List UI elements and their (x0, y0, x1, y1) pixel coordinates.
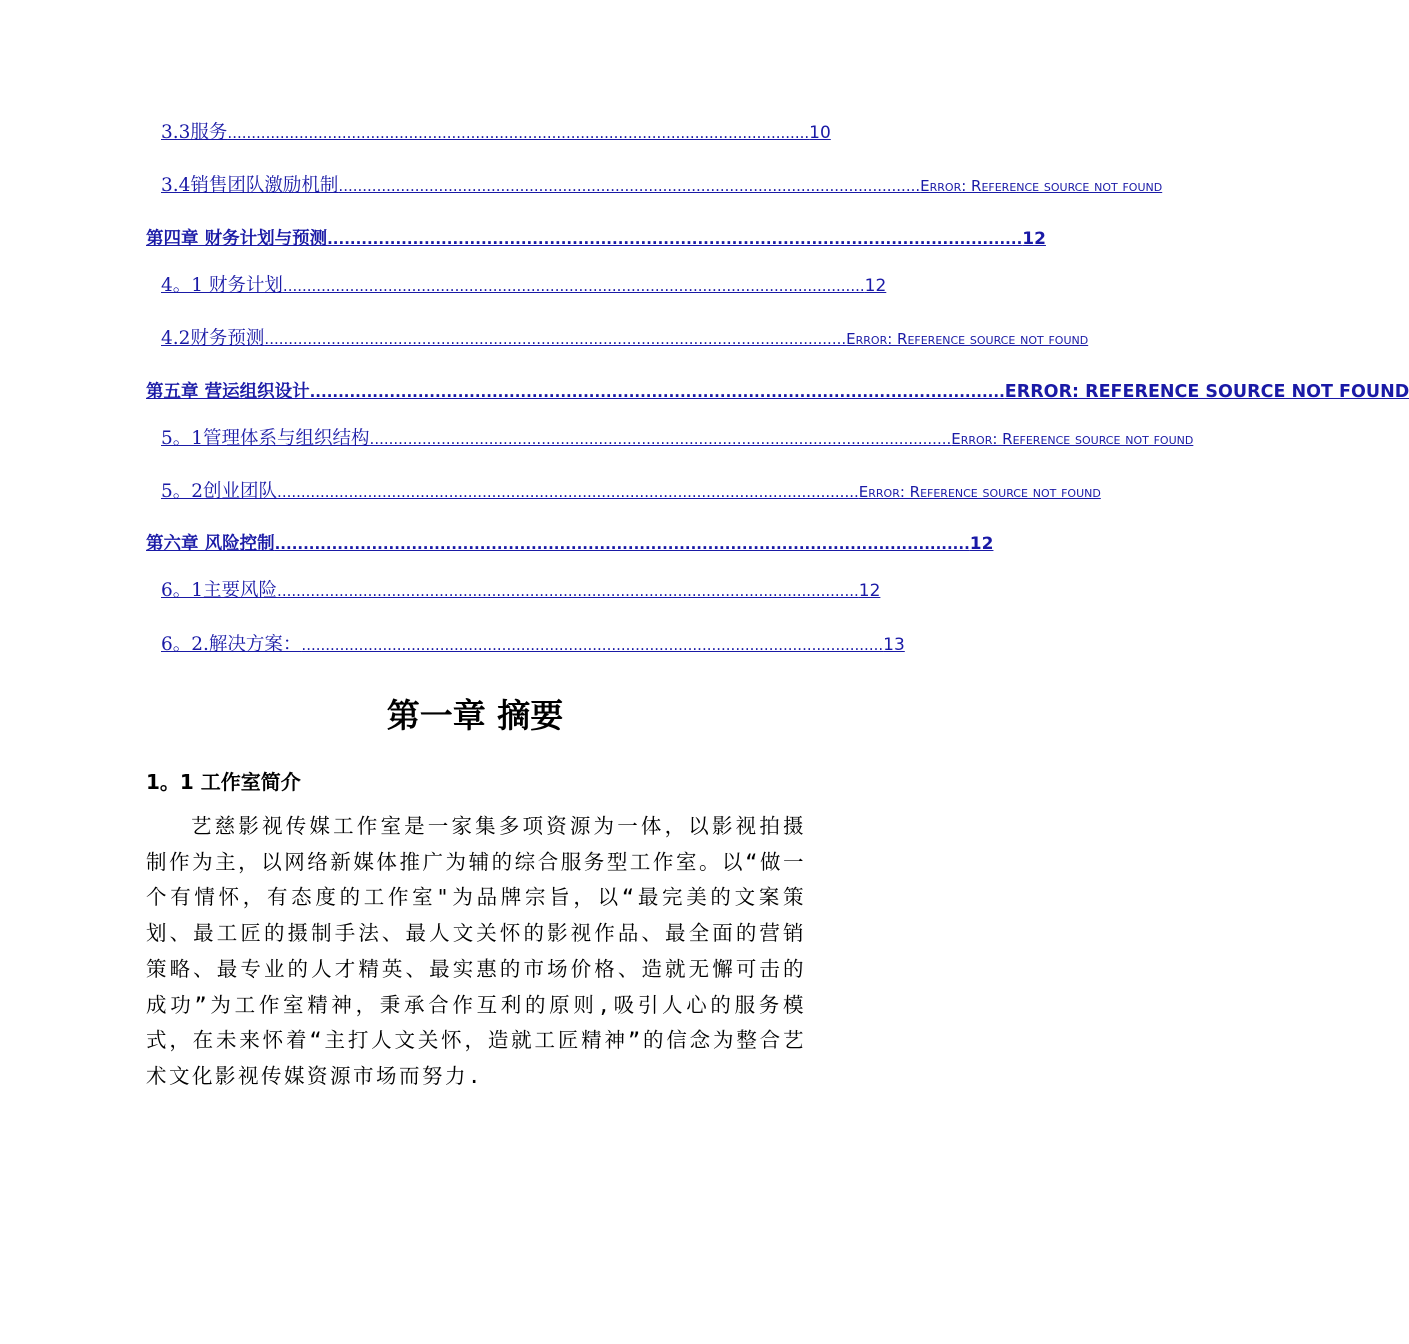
toc-entry-chapter-5[interactable] (146, 378, 1409, 424)
toc-entry-title: 第五章 营运组织设计 (146, 381, 310, 402)
toc-entry-title: 第六章 风险控制 (146, 534, 275, 555)
toc-page-number: 10 (809, 123, 831, 143)
toc-entry-3-3[interactable] (146, 118, 831, 171)
section-heading: 1。1 工作室简介 (146, 770, 301, 794)
toc-leader-dots: .......................................................................................................................... (277, 482, 859, 501)
toc-leader-dots: .......................................................................................................................... (369, 429, 952, 448)
toc-entry-5-2[interactable] (146, 477, 1101, 530)
toc-page-error: Error: Reference source not found (858, 482, 1101, 501)
toc-page-error: Error: Reference source not found (951, 429, 1194, 448)
toc-entry-title: 第四章 财务计划与预测 (146, 228, 328, 249)
toc-leader-dots: .......................................................................................................................... (277, 582, 859, 601)
toc-leader-dots: .......................................................................................................................... (309, 382, 1005, 401)
toc-leader-dots: .......................................................................................................................... (274, 535, 970, 554)
toc-entry-chapter-6[interactable] (146, 530, 994, 576)
toc-leader-dots: .......................................................................................................................... (264, 330, 847, 349)
toc-page-error: ERROR: REFERENCE SOURCE NOT FOUND (1004, 381, 1409, 402)
toc-entry-title: 4。1 财务计划 (161, 274, 283, 296)
toc-entry-chapter-4[interactable] (146, 225, 1046, 271)
toc-leader-dots: .......................................................................................................................... (338, 177, 921, 196)
toc-leader-dots: .......................................................................................................................... (282, 276, 865, 295)
toc-entry-title: 3.4销售团队激励机制 (161, 175, 339, 197)
toc-page-error: Error: Reference source not found (846, 330, 1089, 349)
toc-page-number: 12 (1022, 228, 1046, 249)
toc-entry-title: 5。2创业团队 (161, 480, 278, 502)
toc-entry-6-1[interactable] (146, 576, 881, 629)
toc-page-number: 13 (883, 634, 905, 655)
toc-leader-dots: .......................................................................................................................... (301, 635, 884, 654)
toc-leader-dots: .......................................................................................................................... (327, 229, 1023, 248)
toc-leader-dots: .......................................................................................................................... (227, 124, 810, 142)
toc-page-number: 12 (969, 534, 994, 555)
toc-entry-title: 4.2财务预测 (161, 328, 265, 350)
toc-entry-title: 6。2.解决方案： (161, 633, 302, 655)
body-paragraph: 艺慈影视传媒工作室是一家集多项资源为一体，以影视拍摄制作为主，以网络新媒体推广为辅的综合服务型工作室。以“做一个有情怀，有态度的工作室"为品牌宗旨，以“最完美的文案策划、最工匠的摄制手法、最人文关怀的影视作品、最全面的营销策略、最专业的人才精英、最实惠的市场价格、造就无懈可击的成功”为工作室精神，秉承合作互利的原则,吸引人心的服务模式，在未来怀着“主打人文关怀，造就工匠精神”的信念为整合艺术文化影视传媒资源市场而努力. (146, 814, 806, 1088)
toc-entry-5-1[interactable] (146, 424, 1194, 477)
chapter-title: 第一章 摘要 (386, 696, 564, 735)
toc-entry-4-2[interactable] (146, 324, 1089, 377)
toc-page-number: 12 (858, 581, 881, 602)
table-of-contents (146, 118, 1409, 683)
toc-entry-title: 3.3服务 (161, 122, 228, 143)
toc-entry-title: 5。1管理体系与组织结构 (161, 427, 370, 449)
toc-entry-4-1[interactable] (146, 271, 887, 324)
toc-entry-title: 6。1主要风险 (161, 580, 278, 602)
toc-page-number: 12 (864, 275, 887, 296)
toc-entry-3-4[interactable] (146, 171, 1163, 224)
toc-page-error: Error: Reference source not found (920, 177, 1163, 196)
toc-entry-6-2[interactable] (146, 630, 905, 683)
